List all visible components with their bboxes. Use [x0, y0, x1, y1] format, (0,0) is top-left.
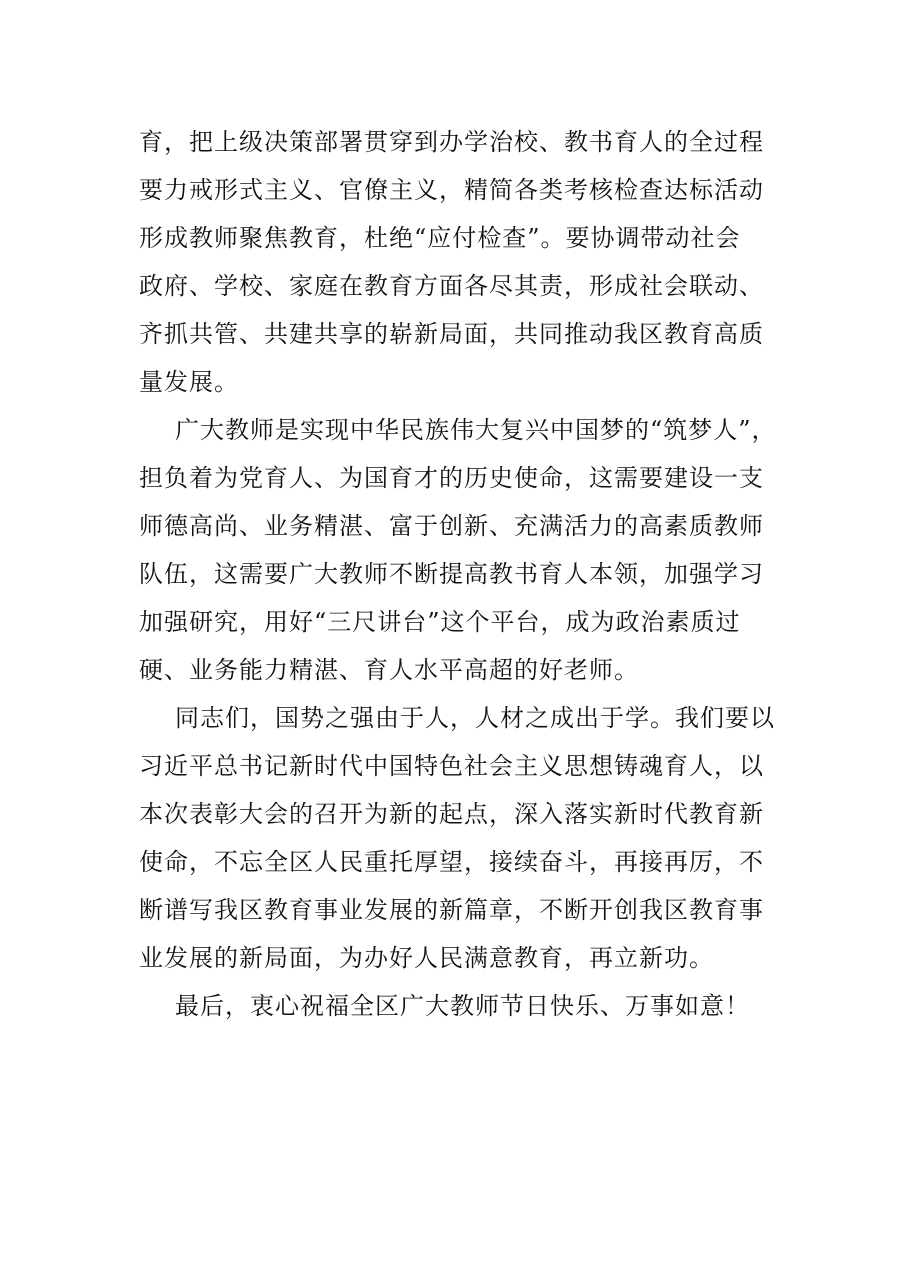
paragraph-line: 广大教师是实现中华民族伟大复兴中国梦的“筑梦人”， — [175, 416, 777, 444]
paragraph-line: 政府、学校、家庭在教育方面各尽其责，形成社会联动、 — [139, 272, 764, 300]
paragraph-line: 师德高尚、业务精湛、富于创新、充满活力的高素质教师 — [139, 512, 764, 540]
paragraph-line: 育，把上级决策部署贯穿到办学治校、教书育人的全过程 — [139, 128, 764, 156]
document-body — [139, 118, 779, 1030]
paragraph-1 — [139, 118, 779, 406]
paragraph-4 — [139, 982, 779, 1030]
paragraph-2 — [139, 406, 779, 694]
paragraph-3 — [139, 694, 779, 982]
paragraph-line: 习近平总书记新时代中国特色社会主义思想铸魂育人，以 — [139, 752, 764, 780]
paragraph-line: 最后，衷心祝福全区广大教师节日快乐、万事如意！ — [175, 992, 750, 1020]
paragraph-line: 要力戒形式主义、官僚主义，精简各类考核检查达标活动 — [139, 176, 764, 204]
paragraph-line: 业发展的新局面，为办好人民满意教育，再立新功。 — [139, 944, 714, 972]
paragraph-line: 形成教师聚焦教育，杜绝“应付检查”。要协调带动社会 — [139, 224, 741, 252]
paragraph-line: 加强研究，用好“三尺讲台”这个平台，成为政治素质过 — [139, 608, 741, 636]
paragraph-line: 硬、业务能力精湛、育人水平高超的好老师。 — [139, 656, 639, 684]
paragraph-line: 担负着为党育人、为国育才的历史使命，这需要建设一支 — [139, 464, 764, 492]
paragraph-line: 齐抓共管、共建共享的崭新局面，共同推动我区教育高质 — [139, 320, 764, 348]
paragraph-line: 量发展。 — [139, 368, 239, 396]
paragraph-line: 使命，不忘全区人民重托厚望，接续奋斗，再接再厉，不 — [139, 848, 764, 876]
paragraph-line: 队伍，这需要广大教师不断提高教书育人本领，加强学习 — [139, 560, 764, 588]
paragraph-line: 同志们，国势之强由于人，人材之成出于学。我们要以 — [175, 704, 775, 732]
paragraph-line: 本次表彰大会的召开为新的起点，深入落实新时代教育新 — [139, 800, 764, 828]
paragraph-line: 断谱写我区教育事业发展的新篇章，不断开创我区教育事 — [139, 896, 764, 924]
